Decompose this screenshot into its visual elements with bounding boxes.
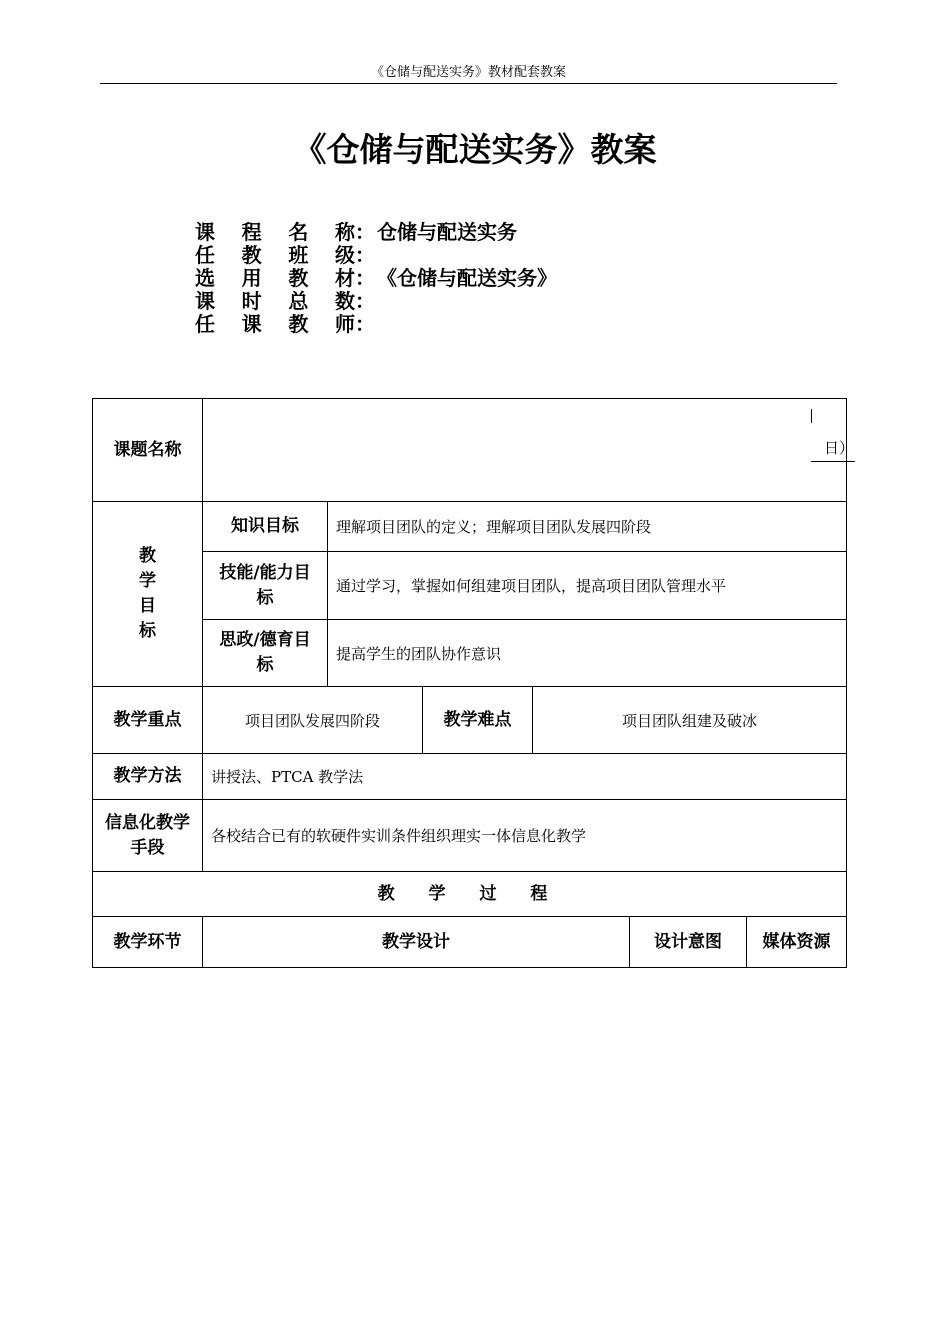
- lesson-plan-table: [92, 398, 855, 968]
- topic-value-cell: [203, 399, 855, 502]
- meta-row-course-name: [195, 221, 557, 244]
- goal-label: 思政/德育目标: [203, 620, 328, 687]
- process-title-row: [93, 872, 847, 917]
- key-point-value: 项目团队发展四阶段: [203, 687, 423, 754]
- meta-colon: ：: [355, 312, 375, 336]
- goal-row-skill: [93, 552, 847, 620]
- clipped-cell-text: 日）: [824, 439, 855, 457]
- clipped-cell-fragment: [810, 399, 854, 501]
- meta-key: 任 课 教 师: [195, 312, 355, 336]
- meta-key: 选 用 教 材: [195, 266, 355, 290]
- method-row: [93, 754, 847, 800]
- meta-colon: ：: [355, 243, 375, 267]
- document-title: 《仓储与配送实务》教案: [293, 130, 657, 169]
- method-label: 教学方法: [93, 754, 203, 800]
- it-means-value: 各校结合已有的软硬件实训条件组织理实一体信息化教学: [203, 800, 847, 872]
- process-header-row: [93, 917, 847, 968]
- meta-row-class: [195, 244, 557, 267]
- difficulty-value: 项目团队组建及破冰: [533, 687, 847, 754]
- clipped-cell-rule: [811, 461, 855, 462]
- header-stage: 教学环节: [93, 917, 203, 968]
- teaching-goals-label: 教 学 目 标: [93, 502, 203, 687]
- process-title: 教 学 过 程: [93, 872, 847, 917]
- goal-label: 知识目标: [203, 502, 328, 552]
- header-intent: 设计意图: [630, 917, 747, 968]
- it-means-row: [93, 800, 847, 872]
- topic-row: [93, 399, 847, 502]
- meta-key: 课 程 名 称: [195, 220, 355, 244]
- header-media: 媒体资源: [747, 917, 847, 968]
- key-points-row: [93, 687, 847, 754]
- goal-label: 技能/能力目标: [203, 552, 328, 620]
- goal-row-knowledge: [93, 502, 847, 552]
- meta-row-textbook: [195, 267, 557, 290]
- meta-value: 仓储与配送实务: [377, 220, 517, 244]
- difficulty-label: 教学难点: [423, 687, 533, 754]
- meta-colon: ：: [355, 220, 375, 244]
- clipped-cell-border: [811, 409, 812, 423]
- key-point-label: 教学重点: [93, 687, 203, 754]
- meta-colon: ：: [355, 266, 375, 290]
- meta-key: 任 教 班 级: [195, 243, 355, 267]
- goal-value: 通过学习，掌握如何组建项目团队，提高项目团队管理水平: [328, 552, 847, 620]
- course-info: [195, 221, 557, 336]
- it-means-label: 信息化教学手段: [93, 800, 203, 872]
- meta-colon: ：: [355, 289, 375, 313]
- topic-label: 课题名称: [93, 399, 203, 502]
- goal-row-ethics: [93, 620, 847, 687]
- goal-value: 理解项目团队的定义；理解项目团队发展四阶段: [328, 502, 847, 552]
- meta-row-hours: [195, 290, 557, 313]
- meta-value: 《仓储与配送实务》: [377, 266, 557, 290]
- header-design: 教学设计: [203, 917, 630, 968]
- running-header: 《仓储与配送实务》教材配套教案: [370, 65, 566, 80]
- method-value: 讲授法、PTCA 教学法: [203, 754, 847, 800]
- header-rule: [100, 83, 837, 84]
- meta-row-teacher: [195, 313, 557, 336]
- goal-value: 提高学生的团队协作意识: [328, 620, 847, 687]
- meta-key: 课 时 总 数: [195, 289, 355, 313]
